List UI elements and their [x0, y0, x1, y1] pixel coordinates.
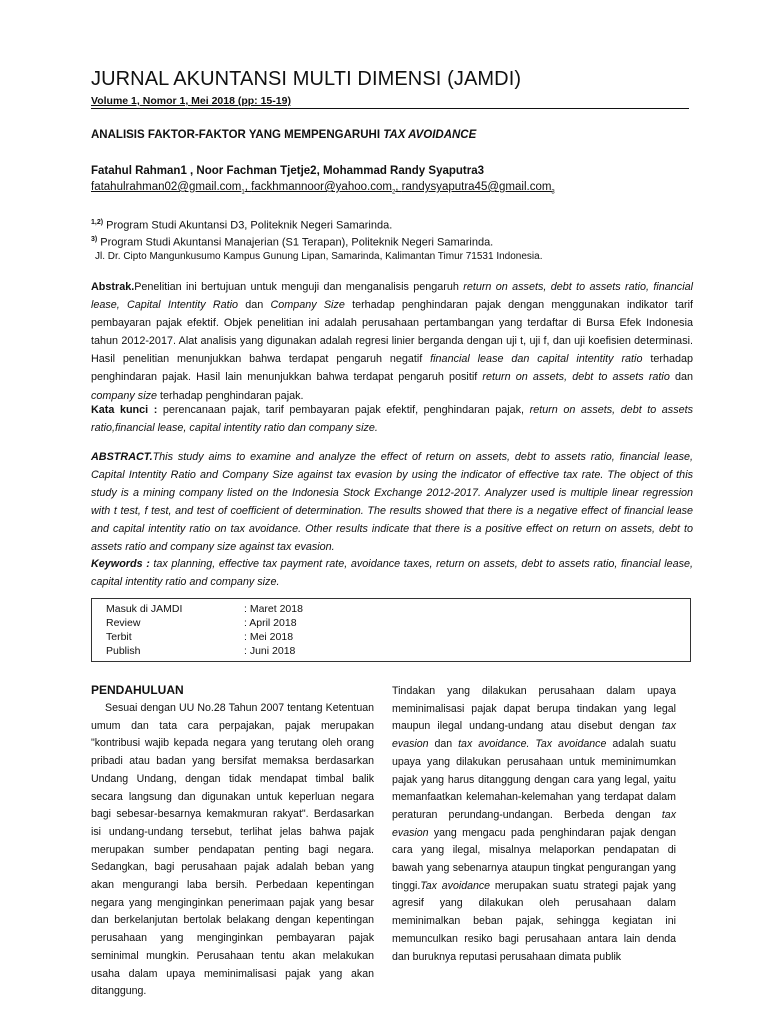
body-column-right: Tindakan yang dilakukan perusahaan dalam upaya meminimalisasi pajak dapat berupa tindakan yang legal maupun ilegal undang-undang atau disebut dengan tax evasion dan tax avoidance. Tax avoidance adalah suatu upaya yang dilakukan perusahaan untuk meminimumkan pajak yang harus ditanggung dengan cara yang legal, yaitu memanfaatkan kelemahan-kelemahan yang terdapat dalam peraturan perundang-undangan. Berbeda dengan tax evasion yang mengacu pada penghindaran pajak dengan cara yang ilegal, misalnya melaporkan pendapatan di bawah yang sebenarnya ataupun tingkat pengurangan yang tinggi.Tax avoidance merupakan suatu strategi pajak yang agresif yang dilakukan oleh perusahaan dalam meminimalkan beban pajak, sehingga kegiatan ini memunculkan resiko bagi perusahaan antara lain denda dan buruknya reputasi perusahaan dimata publik — [392, 685, 676, 963]
email-sub-1: 1 — [241, 189, 245, 196]
article-title-text: ANALISIS FAKTOR-FAKTOR YANG MEMPENGARUHI — [91, 129, 384, 141]
abstrak-label: Abstrak. — [91, 281, 135, 293]
email-link-1[interactable]: fatahulrahman02@gmail.com — [91, 181, 242, 193]
article-dates-box: Masuk di JAMDI : Maret 2018 Review : April 2018 Terbit : Mei 2018 Publish : Juni 2018 — [91, 598, 691, 662]
volume-info: Volume 1, Nomor 1, Mei 2018 (pp: 15-19) — [91, 95, 689, 109]
abstract-english-label: ABSTRACT. — [91, 451, 153, 463]
email-sub-2: 2 — [391, 189, 396, 196]
article-title — [91, 129, 476, 141]
affiliation-1-mark: 1,2) — [91, 219, 104, 226]
keywords-label: Keywords : — [91, 558, 150, 570]
affiliation-2-text: Program Studi Akuntansi Manajerian (S1 Terapan), Politeknik Negeri Samarinda. — [100, 236, 494, 249]
keywords-paragraph: Keywords : tax planning, effective tax payment rate, avoidance taxes, return on assets, debt to assets ratio, financial lease, capital intentity ratio and company size. — [91, 558, 694, 589]
affiliation-2 — [91, 236, 493, 249]
abstrak-paragraph: Abstrak.Penelitian ini bertujuan untuk menguji dan menganalisis pengaruh return on assets, debt to assets ratio, financial lease, Capital Intentity Ratio dan Company Size terhadap penghindaran pajak dengan menggunakan indikator tarif pembayaran pajak efektif. Objek penelitian ini adalah perusahaan pertambangan yang terdaftar di Bursa Efek Indonesia tahun 2012-2017. Alat analisis yang digunakan adalah regresi linier berganda dengan uji t, uji f, dan uji koefisien determinasi. Hasil penelitian menunjukkan bahwa terdapat pengaruh negatif financial lease dan capital intentity ratio terhadap penghindaran pajak. Hasil lain menunjukkan bahwa terdapat pengaruh positif return on assets, debt to assets ratio dan company size terhadap penghindaran pajak. — [91, 281, 694, 402]
email-link-3[interactable]: randysyaputra45@gmail.com — [401, 181, 552, 193]
kata-kunci-label: Kata kunci : — [91, 404, 158, 416]
email-sub-3: 3 — [551, 189, 555, 196]
abstract-english-paragraph: ABSTRACT.This study aims to examine and analyze the effect of return on assets, debt to assets ratio, financial lease, Capital Intentity Ratio and Company Size against tax evasion by using the indicator of effective tax rate. The object of this study is a mining company listed on the Indonesia Stock Exchange 2012-2017. Analyzer used is multiple linear regression with t test, f test, and test of coefficient of determination. The results showed that there is a negative effect of financial lease and capital intentity ratio on tax avoidance. Other results indicate that there is a positive effect on return on assets, debt to assets ratio and company size against tax evasion. — [91, 451, 693, 554]
body-column-left: Sesuai dengan UU No.28 Tahun 2007 tentang Ketentuan umum dan tata cara perpajakan, pajak merupakan "kontribusi wajib kepada negara yang terutang oleh orang pribadi atau badan yang bersifat memaksa berdasarkan Undang Undang, dengan tidak mendapat timbal balik secara langsung dan digunakan untuk keperluan negara bagi sebesar-besarnya kemakmuran rakyat". Berdasarkan isi undang-undang tersebut, terlihat jelas bahwa pajak merupakan sumber pendapatan penting bagi negara. Sedangkan, bagi perusahaan pajak adalah beban yang akan mengurangi laba bersih. Perbedaan kepentingan negara yang menginginkan penerimaan pajak yang besar dan berkelanjutan bertolak belakang dengan kepentingan perusahaan yang menginginkan pembayaran pajak seminimal mungkin. Perusahaan tentu akan melakukan usaha dalam upaya meminimalisasi pajak yang akan ditanggung. — [91, 702, 374, 998]
affiliation-1 — [91, 219, 392, 232]
email-link-2[interactable]: fackhmannoor@yahoo.com — [251, 181, 392, 193]
address: Jl. Dr. Cipto Mangunkusumo Kampus Gunung Lipan, Samarinda, Kalimantan Timur 71531 Indonesia. — [95, 251, 543, 262]
kata-kunci-paragraph: Kata kunci : perencanaan pajak, tarif pembayaran pajak efektif, penghindaran pajak, return on assets, debt to assets ratio,financial lease, capital intentity ratio dan company size. — [91, 404, 694, 435]
article-title-italic: TAX AVOIDANCE — [383, 129, 477, 141]
affiliation-1-text: Program Studi Akuntansi D3, Politeknik Negeri Samarinda. — [106, 219, 393, 232]
authors: Fatahul Rahman1 , Noor Fachman Tjetje2, Mohammad Randy Syaputra3 — [91, 165, 485, 177]
author-emails: fatahulrahman02@gmail.com$_1$, fackhmannoor@yahoo.com$_2$, randysyaputra45@gmail.com$_3$ — [91, 181, 555, 196]
section-heading: PENDAHULUAN — [91, 683, 184, 697]
journal-title: JURNAL AKUNTANSI MULTI DIMENSI (JAMDI) — [91, 68, 522, 90]
affiliation-2-mark: 3) — [91, 236, 98, 243]
